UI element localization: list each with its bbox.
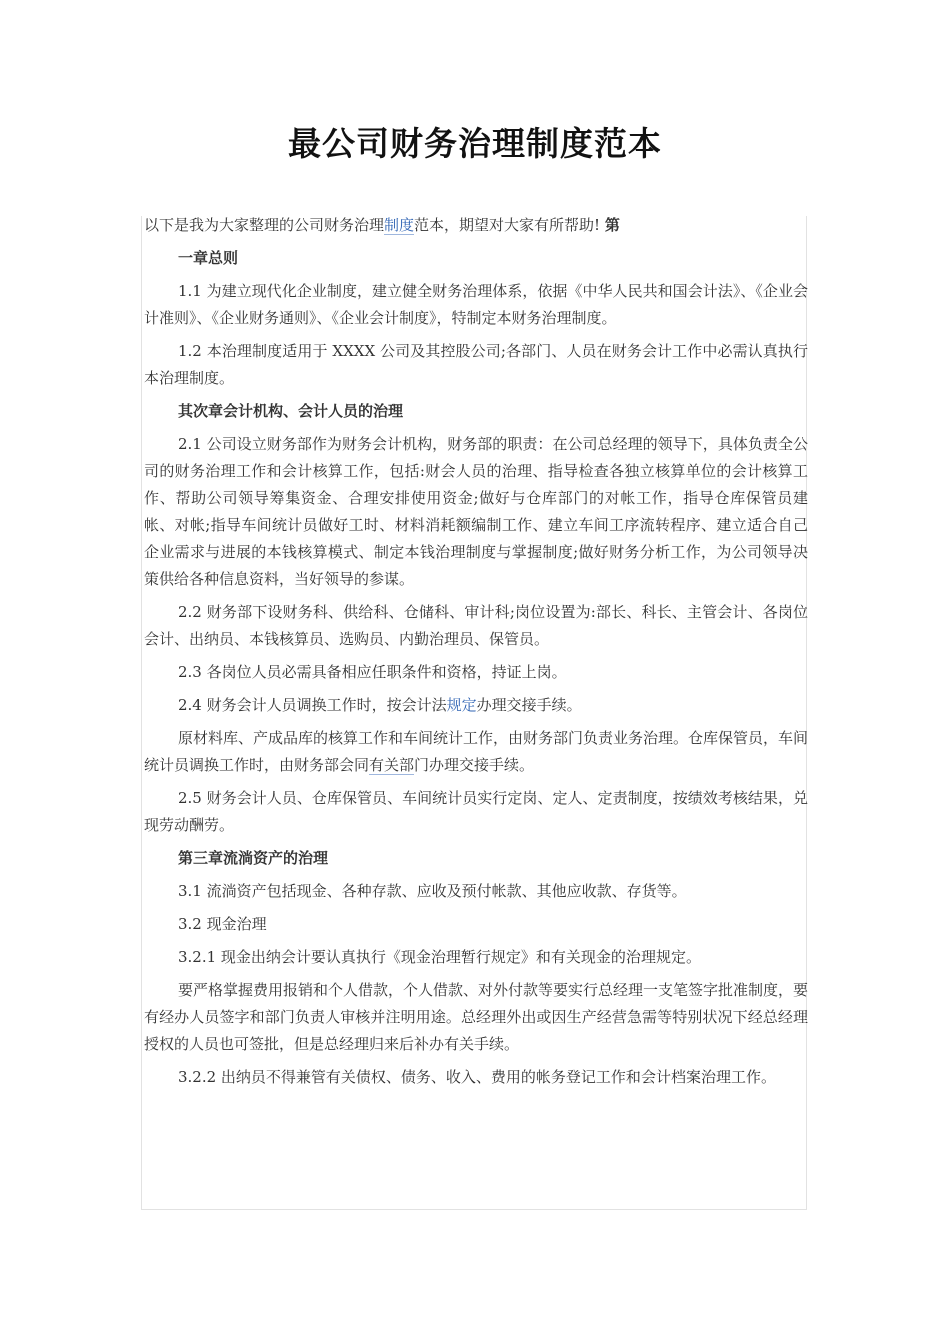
link-youguanbu[interactable]: 有关部 [369,756,415,774]
link-guiding[interactable]: 规定 [446,696,477,714]
document-body [144,212,808,1097]
intro-text: 以下是我为大家整理的公司财务治理 [144,216,385,234]
paragraph-3-2-2: 3.2.2 出纳员不得兼管有关债权、债务、收入、费用的帐务登记工作和会计档案治理工作。 [178,1068,776,1086]
paragraph-2-4b-tail: 门办理交接手续。 [414,756,535,774]
chapter-3-heading: 第三章流淌资产的治理 [178,849,329,867]
paragraph-3-2-1b: 要严格掌握费用报销和个人借款，个人借款、对外付款等要实行总经理一支笔签字批准制度，要有经办人员签字和部门负责人审核并注明用途。总经理外出或因生产经营急需等特别状况下经总经理授权的人员也可签批，但是总经理归来后补办有关手续。 [144,981,809,1053]
paragraph-1-2: 1.2 本治理制度适用于 XXXX 公司及其控股公司;各部门、人员在财务会计工作中必需认真执行本治理制度。 [144,342,808,387]
intro-bold-tail: 第 [604,216,620,234]
paragraph-1-1: 1.1 为建立现代化企业制度，建立健全财务治理体系，依据《中华人民共和国会计法》、《企业会计准则》、《企业财务通则》、《企业会计制度》，特制定本财务治理制度。 [144,282,808,327]
paragraph-2-4-tail: 办理交接手续。 [476,696,582,714]
paragraph-2-1: 2.1 公司设立财务部作为财务会计机构，财务部的职责：在公司总经理的领导下，具体负责全公司的财务治理工作和会计核算工作，包括:财会人员的治理、指导检查各独立核算单位的会计核算工作、帮助公司领导筹集资金、合理安排使用资金;做好与仓库部门的对帐工作，指导仓库保管员建帐、对帐;指导车间统计员做好工时、材料消耗额编制工作、建立车间工序流转程序、建立适合自己企业需求与进展的本钱核算模式、制定本钱治理制度与掌握制度;做好财务分析工作，为公司领导决策供给各种信息资料，当好领导的参谋。 [144,435,808,588]
intro-text-tail: 范本，期望对大家有所帮助! [414,216,605,234]
paragraph-2-2: 2.2 财务部下设财务科、供给科、仓储科、审计科;岗位设置为:部长、科长、主管会计、各岗位会计、出纳员、本钱核算员、选购员、内勤治理员、保管员。 [144,603,808,648]
paragraph-3-1: 3.1 流淌资产包括现金、各种存款、应收及预付帐款、其他应收款、存货等。 [178,882,687,900]
document-title: 最公司财务治理制度范本 [288,124,662,163]
intro-paragraph [144,212,808,239]
paragraph-3-2: 3.2 现金治理 [178,915,267,933]
paragraph-3-2-1: 3.2.1 现金出纳会计要认真执行《现金治理暂行规定》和有关现金的治理规定。 [178,948,701,966]
chapter-1-heading: 一章总则 [178,249,239,267]
intro-link-zhidu[interactable]: 制度 [384,216,415,234]
chapter-2-heading: 其次章会计机构、会计人员的治理 [178,402,404,420]
paragraph-2-5: 2.5 财务会计人员、仓库保管员、车间统计员实行定岗、定人、定责制度，按绩效考核结果，兑现劳动酬劳。 [144,789,808,834]
paragraph-2-4 [144,692,808,719]
paragraph-2-4b [144,725,808,779]
paragraph-2-4-text: 2.4 财务会计人员调换工作时，按会计法 [178,696,447,714]
paragraph-2-4b-text: 原材料库、产成品库的核算工作和车间统计工作，由财务部门负责业务治理。仓库保管员，车间统计员调换工作时，由财务部会同 [144,729,809,774]
paragraph-2-3: 2.3 各岗位人员必需具备相应任职条件和资格，持证上岗。 [178,663,567,681]
